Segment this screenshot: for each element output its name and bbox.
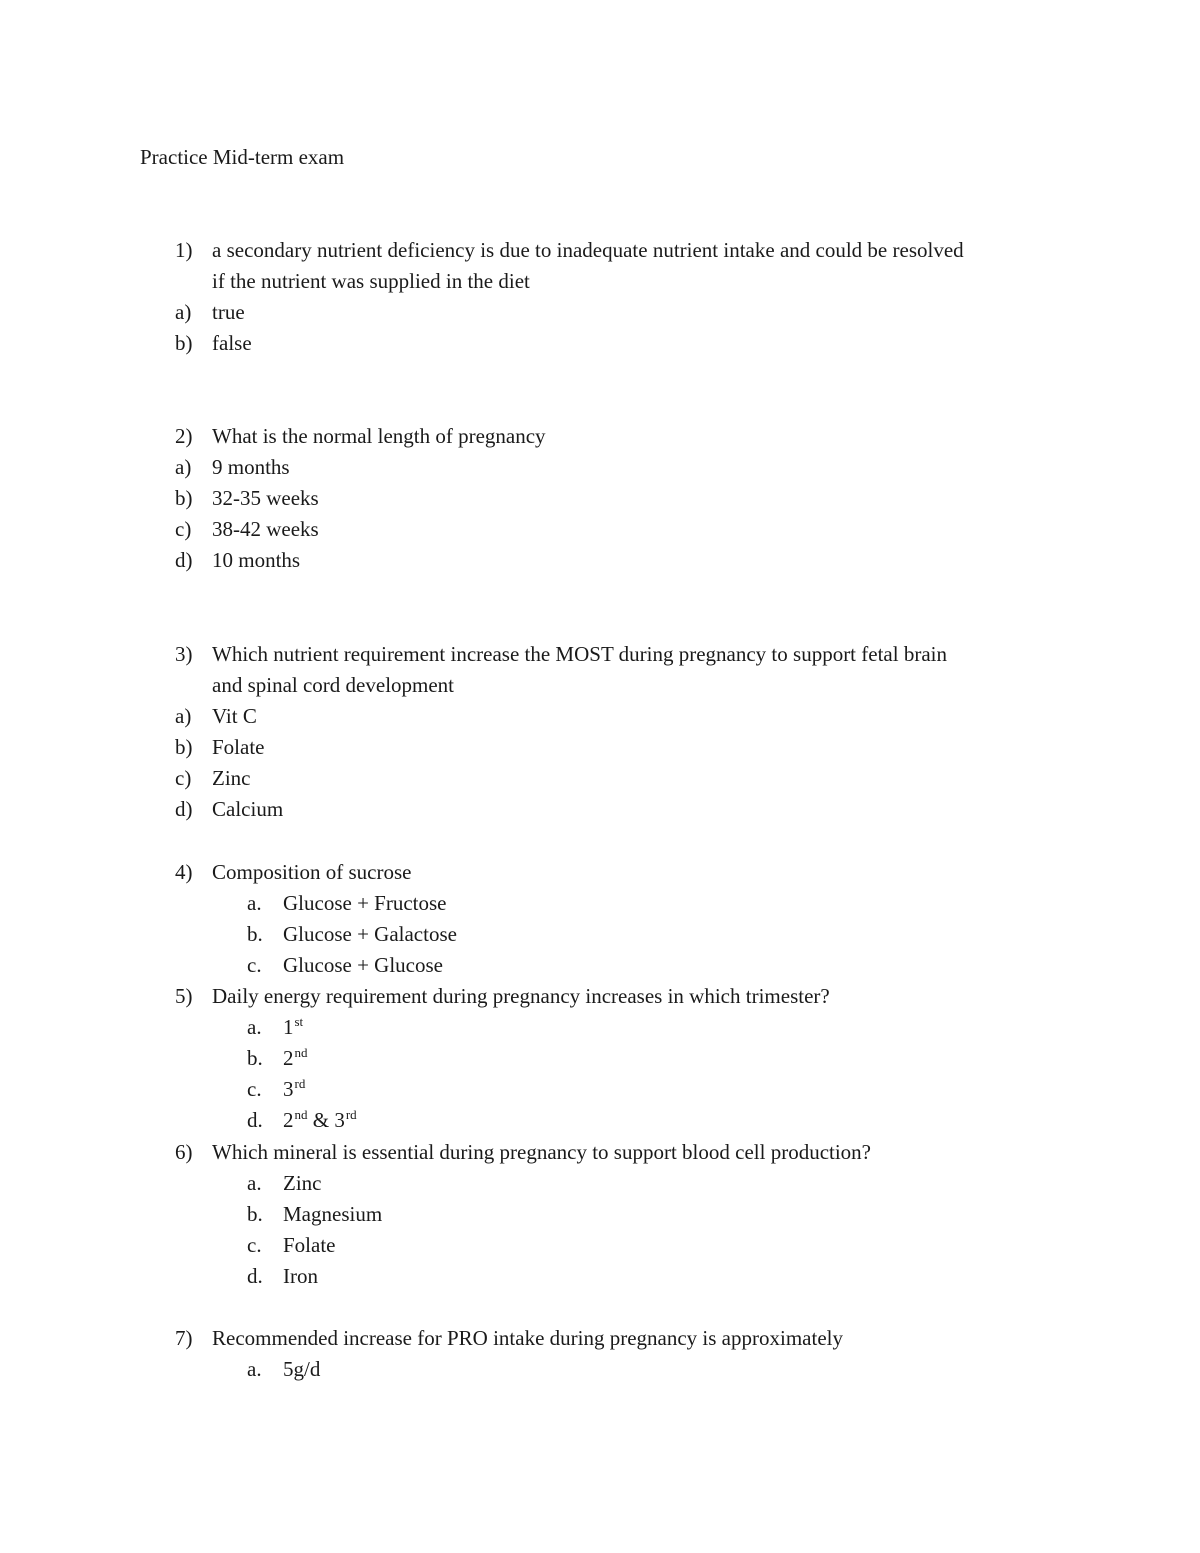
- option-text: Vit C: [212, 704, 257, 728]
- option-marker: a): [175, 455, 192, 479]
- question-text: Daily energy requirement during pregnancy increases in which trimester?: [212, 984, 830, 1008]
- option-text: Calcium: [212, 797, 284, 821]
- option-marker: c.: [247, 1233, 262, 1257]
- question-text: Recommended increase for PRO intake during pregnancy is approximately: [212, 1326, 843, 1350]
- option-text: 10 months: [212, 548, 301, 572]
- option-marker: b): [175, 486, 193, 510]
- option-text: Glucose + Glucose: [283, 953, 443, 977]
- ordinal-join: &: [307, 1108, 335, 1132]
- option-marker: b): [175, 331, 193, 355]
- option-marker: b): [175, 735, 193, 759]
- option-marker: d): [175, 797, 193, 821]
- option-marker: b.: [247, 1202, 263, 1226]
- option-text: Glucose + Fructose: [283, 891, 447, 915]
- option-marker: b.: [247, 922, 263, 946]
- question-text: Which mineral is essential during pregnancy to support blood cell production?: [212, 1140, 871, 1164]
- question-text: and spinal cord development: [212, 673, 455, 697]
- option-text: [283, 1015, 303, 1039]
- question-number: 2): [175, 424, 193, 448]
- option-text: true: [212, 300, 245, 324]
- option-text: Magnesium: [283, 1202, 383, 1226]
- option-text: Zinc: [212, 766, 251, 790]
- option-text: 32-35 weeks: [212, 486, 319, 510]
- question-number: 4): [175, 860, 193, 884]
- option-text: 9 months: [212, 455, 290, 479]
- page-title: Practice Mid-term exam: [140, 145, 345, 169]
- option-text: [283, 1046, 308, 1070]
- question-text: Which nutrient requirement increase the MOST during pregnancy to support fetal brain: [212, 642, 947, 666]
- option-marker: c): [175, 766, 192, 790]
- option-marker: c): [175, 517, 192, 541]
- option-marker: d): [175, 548, 193, 572]
- ordinal-suffix: nd: [294, 1107, 308, 1122]
- option-text: 5g/d: [283, 1357, 321, 1381]
- ordinal-number: 2: [283, 1108, 294, 1132]
- option-marker: d.: [247, 1108, 263, 1132]
- option-marker: a): [175, 704, 192, 728]
- option-marker: c.: [247, 953, 262, 977]
- option-text: Glucose + Galactose: [283, 922, 457, 946]
- ordinal-number: 3: [283, 1077, 294, 1101]
- option-marker: a): [175, 300, 192, 324]
- ordinal-suffix: st: [294, 1014, 304, 1029]
- option-text: Iron: [283, 1264, 318, 1288]
- question-text: if the nutrient was supplied in the diet: [212, 269, 530, 293]
- option-marker: a.: [247, 1015, 262, 1039]
- question-text: a secondary nutrient deficiency is due to inadequate nutrient intake and could be resolved: [212, 238, 964, 262]
- option-text: Folate: [212, 735, 265, 759]
- option-marker: a.: [247, 1171, 262, 1195]
- question-number: 6): [175, 1140, 193, 1164]
- ordinal-suffix: rd: [294, 1076, 306, 1091]
- option-marker: a.: [247, 1357, 262, 1381]
- question-number: 7): [175, 1326, 193, 1350]
- option-text: [283, 1108, 357, 1132]
- option-text: 38-42 weeks: [212, 517, 319, 541]
- option-text: Zinc: [283, 1171, 322, 1195]
- question-number: 3): [175, 642, 193, 666]
- question-text: Composition of sucrose: [212, 860, 412, 884]
- question-number: 1): [175, 238, 193, 262]
- ordinal-number: 3: [334, 1108, 345, 1132]
- ordinal-suffix: rd: [345, 1107, 357, 1122]
- question-text: What is the normal length of pregnancy: [212, 424, 546, 448]
- option-marker: b.: [247, 1046, 263, 1070]
- option-text: Folate: [283, 1233, 336, 1257]
- option-marker: d.: [247, 1264, 263, 1288]
- ordinal-number: 1: [283, 1015, 294, 1039]
- option-marker: c.: [247, 1077, 262, 1101]
- ordinal-number: 2: [283, 1046, 294, 1070]
- option-text: false: [212, 331, 252, 355]
- question-number: 5): [175, 984, 193, 1008]
- ordinal-suffix: nd: [294, 1045, 308, 1060]
- option-marker: a.: [247, 891, 262, 915]
- option-text: [283, 1077, 305, 1101]
